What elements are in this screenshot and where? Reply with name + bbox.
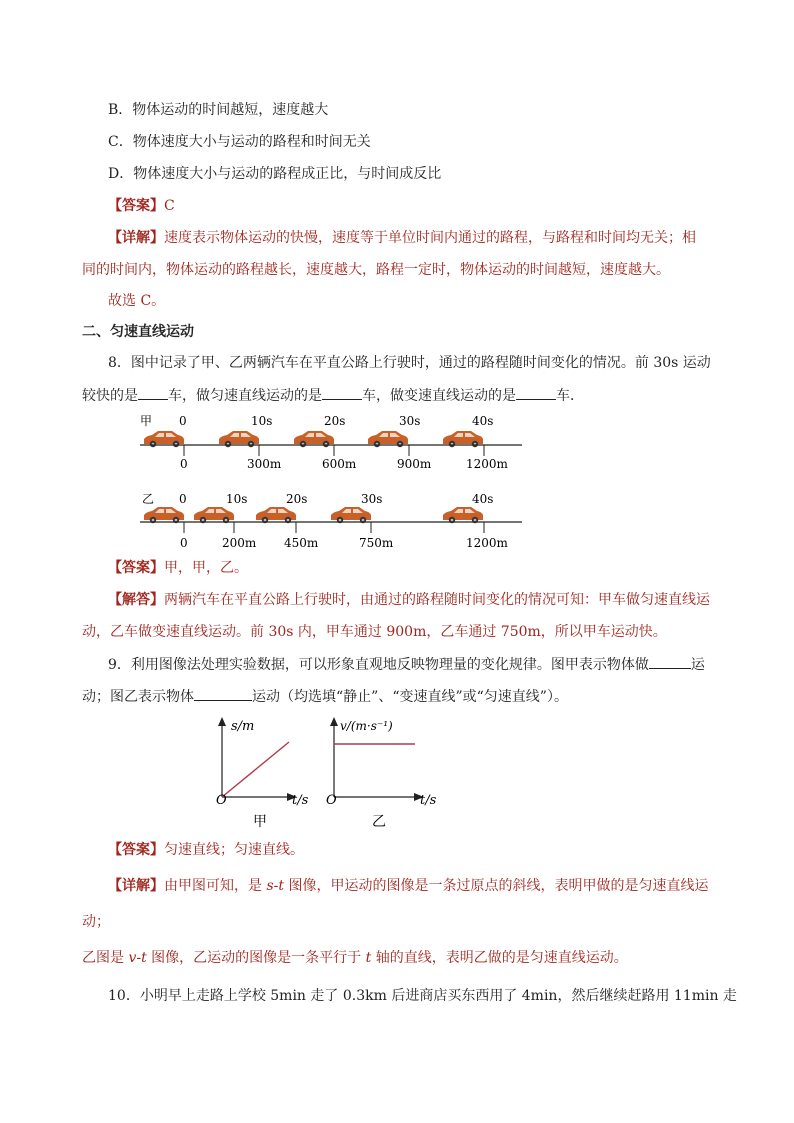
graph-b-y-arrow: [330, 717, 338, 726]
detail-label: 【详解】: [108, 878, 164, 894]
car-a-label: 甲: [140, 414, 153, 428]
graph-a-xlabel: t/s: [292, 793, 309, 808]
q8-answer: [108, 558, 248, 578]
q9-text-part: 运: [690, 657, 705, 673]
graph-a-line: [222, 742, 289, 797]
detail-text: v-t: [128, 950, 147, 966]
q9-text-line-1: [108, 654, 705, 675]
car-b-time-4: 40s: [472, 492, 494, 506]
option-b: B．物体运动的时间越短，速度越大: [108, 102, 329, 118]
answer-text: 匀速直线；匀速直线。: [164, 842, 304, 858]
answer-text: 甲，甲，乙。: [164, 560, 248, 576]
answer-label: 【答案】: [108, 842, 164, 858]
answer-label: 【答案】: [108, 198, 164, 214]
blank-2: [322, 385, 362, 400]
car-b-1: [194, 507, 234, 523]
graph-a-y-arrow: [218, 717, 226, 726]
car-a-dist-1: 300m: [247, 457, 282, 471]
option-c: C．物体速度大小与运动的路程和时间无关: [108, 134, 371, 150]
q9-detail-line-1: [108, 876, 708, 896]
solution-label: 【解答】: [108, 592, 164, 608]
q7-conclusion: 故选 C。: [108, 293, 166, 309]
answer-text: C: [164, 198, 175, 214]
car-a-dist-2: 600m: [322, 457, 357, 471]
blank-3: [516, 385, 556, 400]
car-figure: [130, 408, 530, 558]
detail-text: 乙图是: [82, 950, 129, 966]
q8-solution-line-2: 动，乙车做变速直线运动。前 30s 内，甲车通过 900m，乙车通过 750m，所以甲车运动快。: [82, 624, 667, 640]
car-b-2: [256, 507, 296, 523]
q9-text-part: 9．利用图像法处理实验数据，可以形象直观地反映物理量的变化规律。图甲表示物体做: [108, 657, 649, 673]
car-a-time-1: 10s: [251, 414, 273, 428]
q7-detail-line-1: [108, 228, 696, 248]
graph-b-caption: 乙: [372, 814, 386, 830]
q8-text-part: 车，做匀速直线运动的是: [168, 388, 322, 404]
car-a-time-4: 40s: [472, 414, 494, 428]
car-a-time-0: 0: [179, 414, 187, 428]
car-b-time-3: 30s: [361, 492, 383, 506]
detail-text: 图像，甲运动的图像是一条过原点的斜线，表明甲做的是匀速直线运: [284, 878, 709, 894]
blank-5: [194, 686, 252, 701]
q10-text-line-1: 10．小明早上走路上学校 5min 走了 0.3km 后进商店买东西用了 4min，然后继续赶路用 11min 走: [108, 988, 737, 1004]
q8-text-line-1: 8．图中记录了甲、乙两辆汽车在平直公路上行驶时，通过的路程随时间变化的情况。前 30s 运动: [108, 355, 711, 371]
q9-text-part: 动；图乙表示物体: [82, 689, 194, 705]
graph-a-origin: O: [216, 793, 227, 808]
car-b-dist-1: 200m: [222, 536, 257, 550]
detail-text: 速度表示物体运动的快慢，速度等于单位时间内通过的路程，与路程和时间均无关；相: [164, 230, 696, 246]
detail-text: t: [365, 950, 372, 966]
q9-text-part: 运动（均选填“静止”、“变速直线”或“匀速直线”）。: [252, 689, 568, 705]
q7-answer: [108, 196, 175, 216]
detail-text: 由甲图可知，是: [164, 878, 267, 894]
graph-b-ylabel: v/(m·s⁻¹): [340, 719, 393, 733]
blank-4: [649, 654, 691, 669]
q9-detail-line-2: 动；: [82, 914, 110, 930]
q9-answer: [108, 840, 304, 860]
car-a-time-2: 20s: [324, 414, 346, 428]
detail-label: 【详解】: [108, 230, 164, 246]
graph-b-origin: O: [326, 793, 337, 808]
car-a-time-3: 30s: [399, 414, 421, 428]
detail-text: 图像，乙运动的图像是一条平行于: [146, 950, 366, 966]
car-b-dist-0: 0: [180, 536, 188, 550]
blank-1: [138, 385, 168, 400]
car-b-dist-4: 1200m: [466, 536, 508, 550]
graph-a-caption: 甲: [253, 814, 267, 830]
graph-a-ylabel: s/m: [231, 719, 255, 734]
car-b-4: [443, 507, 483, 523]
car-a-dist-4: 1200m: [466, 457, 508, 471]
car-b-0: [144, 507, 184, 523]
car-b-dist-3: 750m: [359, 536, 394, 550]
car-b-3: [331, 507, 371, 523]
car-b-dist-2: 450m: [284, 536, 319, 550]
graph-b-xlabel: t/s: [420, 793, 437, 808]
motion-graphs: [205, 712, 455, 836]
car-a-dist-0: 0: [180, 457, 188, 471]
detail-text: 轴的直线，表明乙做的是匀速直线运动。: [371, 950, 628, 966]
section-title: 二、匀速直线运动: [82, 324, 194, 340]
q8-text-part: 车，做变速直线运动的是: [362, 388, 516, 404]
option-d: D．物体速度大小与运动的路程成正比，与时间成反比: [108, 166, 442, 182]
car-b-time-1: 10s: [226, 492, 248, 506]
q8-solution-line-1: [108, 590, 710, 610]
q8-text-part: 车．: [556, 388, 584, 404]
solution-text: 两辆汽车在平直公路上行驶时，由通过的路程随时间变化的情况可知：甲车做匀速直线运: [164, 592, 710, 608]
q9-detail-line-3: [82, 948, 628, 968]
car-b-time-2: 20s: [286, 492, 308, 506]
car-b-label: 乙: [142, 492, 155, 506]
detail-text: s-t: [266, 878, 284, 894]
car-b-time-0: 0: [179, 492, 187, 506]
q8-text-line-2: [82, 385, 584, 406]
answer-label: 【答案】: [108, 560, 164, 576]
car-a-dist-3: 900m: [397, 457, 432, 471]
q9-text-line-2: [82, 686, 568, 707]
q8-text-part: 较快的是: [82, 388, 138, 404]
q7-detail-line-2: 同的时间内，物体运动的路程越长，速度越大，路程一定时，物体运动的时间越短，速度越大。: [82, 262, 670, 278]
